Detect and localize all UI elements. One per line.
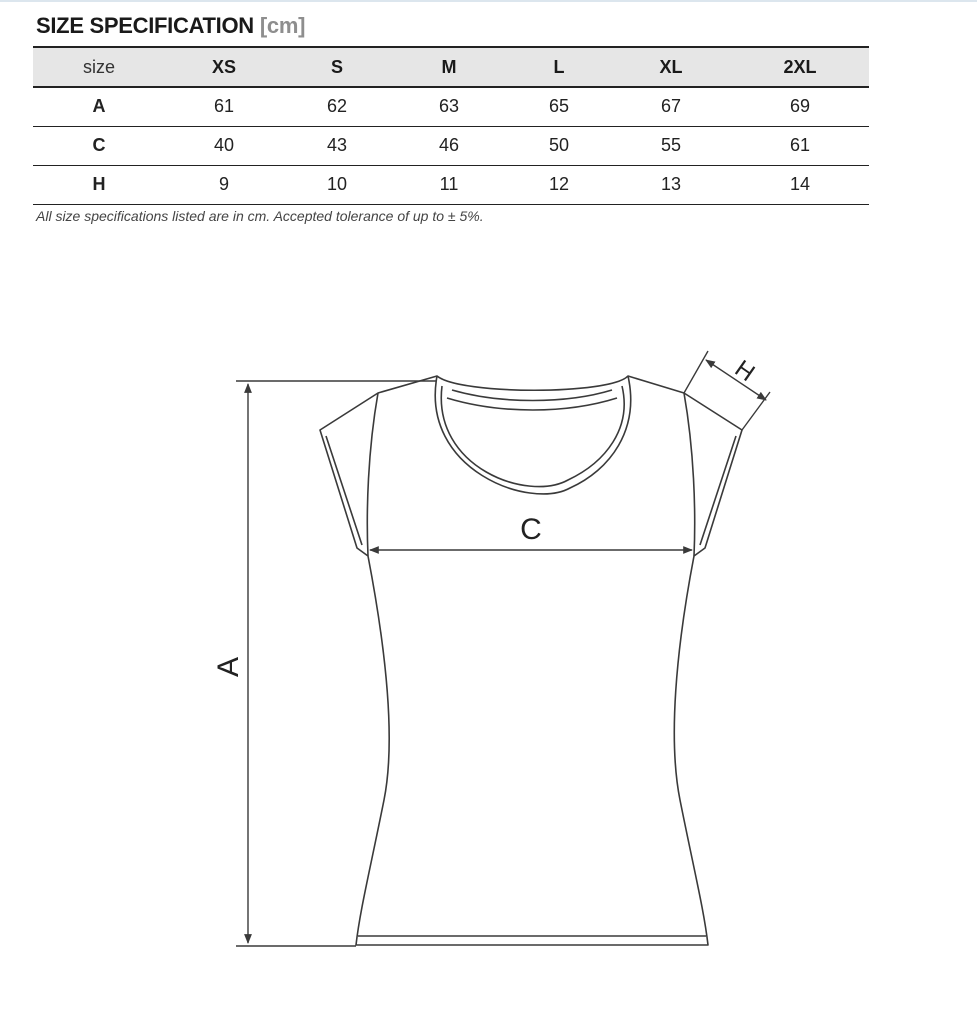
row-label-c: C — [92, 135, 106, 155]
table-cell: 12 — [548, 174, 570, 194]
header-cell-2xl: 2XL — [783, 56, 817, 77]
label-h: H — [729, 355, 760, 388]
title-unit: [cm] — [259, 13, 306, 38]
label-c: C — [520, 512, 542, 546]
header-cell-size: size — [82, 56, 115, 77]
table-cell: 69 — [789, 96, 811, 117]
table-cell: 43 — [326, 135, 348, 155]
table-cell: 61 — [213, 96, 235, 117]
table-cell: 63 — [438, 96, 460, 117]
table-cell: 46 — [438, 135, 460, 155]
table-cell: 11 — [439, 174, 459, 194]
header-cell-xs: XS — [211, 56, 236, 77]
header-cell-l: L — [553, 56, 565, 77]
table-cell: 13 — [660, 174, 682, 194]
table-cell: 14 — [789, 174, 811, 194]
tshirt-outline — [320, 376, 742, 945]
row-label-h: H — [92, 174, 106, 194]
header-cell-xl: XL — [659, 56, 683, 77]
table-cell: 61 — [789, 135, 811, 155]
tolerance-note: All size specifications listed are in cm. Accepted tolerance of up to ± 5%. — [36, 208, 484, 224]
table-cell: 65 — [548, 96, 570, 117]
table-cell: 10 — [326, 174, 348, 194]
row-label-a: A — [92, 96, 106, 117]
label-a: A — [211, 656, 245, 678]
table-cell: 67 — [660, 96, 682, 117]
table-cell: 50 — [548, 135, 570, 155]
table-cell: 9 — [218, 174, 229, 194]
table-cell: 40 — [213, 135, 235, 155]
title-text: SIZE SPECIFICATION — [36, 13, 254, 38]
header-cell-m: M — [441, 56, 457, 77]
table-cell: 62 — [326, 96, 348, 117]
header-cell-s: S — [330, 56, 343, 77]
table-cell: 55 — [660, 135, 682, 155]
